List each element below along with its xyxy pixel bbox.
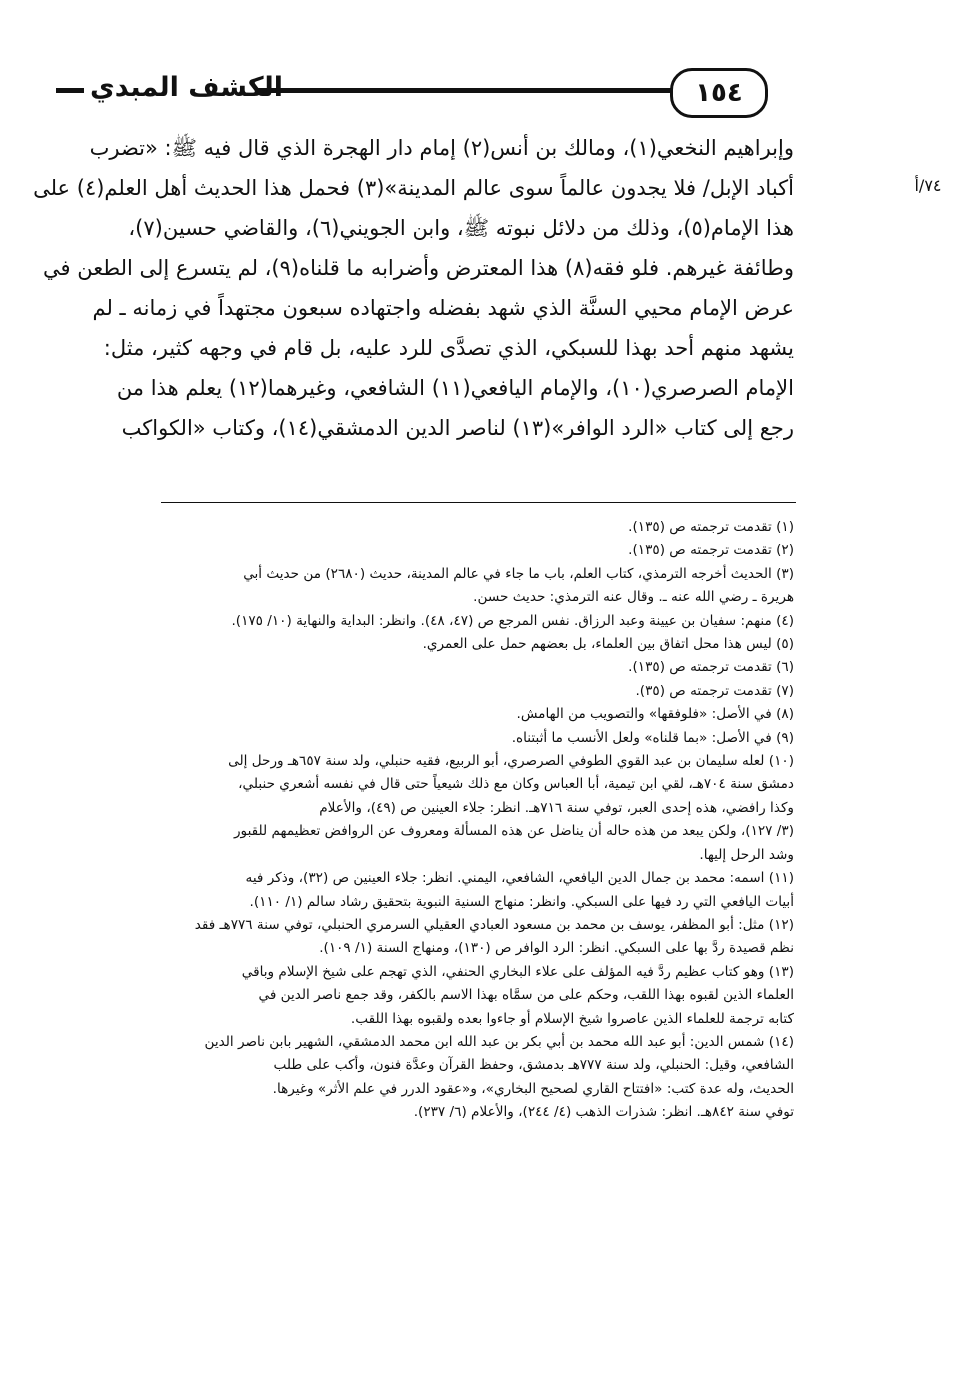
- body-line: هذا الإمام(٥)، وذلك من دلائل نبوته ﷺ، وابن الجويني(٦)، والقاضي حسين(٧)،: [128, 216, 794, 240]
- footnote-line: (٥) ليس هذا محل اتفاق بين العلماء، بل بعضهم حمل على العمري.: [422, 636, 794, 653]
- body-line: وطائفة غيرهم. فلو فقه(٨) هذا المعترض وأضرابه ما قلناه(٩)، لم يتسرع إلى الطعن في: [43, 256, 794, 280]
- header-rule-left: [56, 88, 84, 93]
- footnotes: [52, 516, 794, 1125]
- footnote-separator: [161, 502, 796, 503]
- footnote-line: (١١) اسمه: محمد بن جمال الدين اليافعي، الشافعي، اليمني. انظر: جلاء العينين ص (٣٢)، وذكر فيه: [245, 870, 794, 887]
- body-line: وإبراهيم النخعي(١)، ومالك بن أنس(٢) إمام دار الهجرة الذي قال فيه ﷺ: «تضرب: [89, 136, 794, 160]
- body-line: عرض الإمام محيي السنَّة الذي شهد بفضله واجتهاده سبعون مجتهداً في زمانه ـ لم: [92, 296, 794, 320]
- footnote-line: (١٤) شمس الدين: أبو عبد الله محمد بن أبي بكر بن عبد الله ابن محمد الدمشقي، الشهير بابن ناصر الدين: [204, 1033, 794, 1050]
- footnote-line: (١) تقدمت ترجمته ص (١٣٥).: [628, 519, 794, 535]
- footnote-line: (٨) في الأصل: «فلوفقها» والتصويب من الهامش.: [516, 706, 794, 723]
- footnote-line: (٩) في الأصل: «بما قلناه» ولعل الأنسب ما أثبتناه.: [511, 729, 794, 746]
- body-line: أكباد الإبل/ فلا يجدون عالماً سوى عالم المدينة»(٣) فحمل هذا الحديث أهل العلم(٤) على: [33, 176, 794, 200]
- footnote-line: كتابه ترجمة للعلماء الذين عاصروا شيخ الإسلام أو جاءوا بعده ولقبوه بهذا اللقب.: [350, 1010, 794, 1027]
- footnote-line: العلماء الذين لقبوه بهذا اللقب، وحكم على من سمَّاه بهذا الاسم بالكفر، وقد جمع ناصر الدين في: [258, 987, 794, 1004]
- page-header: [56, 68, 792, 114]
- footnote-line: (١٣) وهو كتاب عظيم ردَّ فيه المؤلف على علاء البخاري الحنفي، الذي تهجم على شيخ الإسلام وباقي: [241, 963, 794, 980]
- footnote-line: (٢) تقدمت ترجمته ص (١٣٥).: [628, 542, 794, 559]
- footnote-line: دمشق سنة ٧٠٤هـ، لقي ابن تيمية، أبا العباس وكان مع ذلك شيعياً حتى قال في نفسه أشعري حنبلي،: [238, 776, 794, 793]
- footnote-line: وكذا رافضي، هذه إحدى العبر، توفي سنة ٧١٦هـ. انظر: جلاء العينين ص (٤٩)، والأعلام: [319, 799, 794, 816]
- footnote-line: (١٠) لعله سليمان بن عبد القوي الطوفي الصرصري، أبو الربيع، فقيه حنبلي، ولد سنة ٦٥٧هـ ورحل إلى: [228, 753, 794, 770]
- footnote-line: أبيات اليافعي التي رد فيها على السبكي. وانظر: منهاج السنية النبوية بتحقيق رشاد سالم (١/ ١١٠).: [249, 893, 794, 910]
- footnote-line: توفي سنة ٨٤٢هـ. انظر: شذرات الذهب (٤/ ٢٤٤)، والأعلام (٦/ ٢٣٧).: [413, 1104, 794, 1121]
- footnote-line: الشافعي، وقيل: الحنبلي، ولد سنة ٧٧٧هـ بدمشق، وحفظ القرآن وعدَّة فنون، وأكب على طلب: [273, 1057, 794, 1074]
- footnote-line: وشد الرحل إليها.: [699, 846, 794, 863]
- page-number: ١٥٤: [670, 68, 768, 118]
- footnote-line: نظم قصيدة ردَّ بها على السبكي. انظر: الرد الوافر ص (١٣٠)، ومنهاج السنة (١/ ١٠٩).: [319, 940, 794, 957]
- manuscript-folio-marker: ٧٤/أ: [914, 176, 942, 195]
- footnote-line: (٣/ ١٢٧)، ولكن يبعد من هذه حاله أن يناضل عن هذه المسألة ومعروف عن الروافض تعظيمهم للقبور: [233, 823, 794, 840]
- body-line: الإمام الصرصري(١٠)، والإمام اليافعي(١١) الشافعي، وغيرهما(١٢) يعلم هذا من: [116, 376, 794, 400]
- main-text: [33, 128, 794, 448]
- footnote-line: (٣) الحديث أخرجه الترمذي، كتاب العلم، باب ما جاء في عالم المدينة، حديث (٢٦٨٠) من حديث أبي: [243, 565, 794, 582]
- body-line: رجع إلى كتاب «الرد الوافر»(١٣) لناصر الدين الدمشقي(١٤)، وكتاب «الكواكب: [121, 416, 794, 440]
- body-line: يشهد منهم أحد بهذا للسبكي، الذي تصدَّى للرد عليه، بل قام في وجهه كثير، مثل:: [103, 336, 794, 360]
- footnote-line: الحديث، وله عدة كتب: «افتتاح القاري لصحيح البخاري»، و«عقود الدرر في علم الأثر» وغيرها.: [272, 1080, 794, 1097]
- footnote-line: (١٢) مثل: أبو المظفر، يوسف بن محمد بن مسعود العبادي العقيلي السرمري الحنبلي، توفي سنة ٧٧٦هـ فقد: [194, 916, 794, 933]
- header-rule: [256, 88, 678, 93]
- footnote-line: (٦) تقدمت ترجمته ص (١٣٥).: [628, 659, 794, 676]
- footnote-line: (٤) منهم: سفيان بن عيينة وعبد الرزاق. نفس المرجع ص (٤٧، ٤٨). وانظر: البداية والنهاية (١٠/ ١٧٥).: [231, 612, 794, 629]
- footnote-line: (٧) تقدمت ترجمته ص (٣٥).: [635, 682, 794, 699]
- footnote-line: هريرة ـ رضي الله عنه ـ. وقال عنه الترمذي: حديث حسن.: [473, 589, 794, 606]
- running-title: الكشف المبدي: [90, 72, 283, 103]
